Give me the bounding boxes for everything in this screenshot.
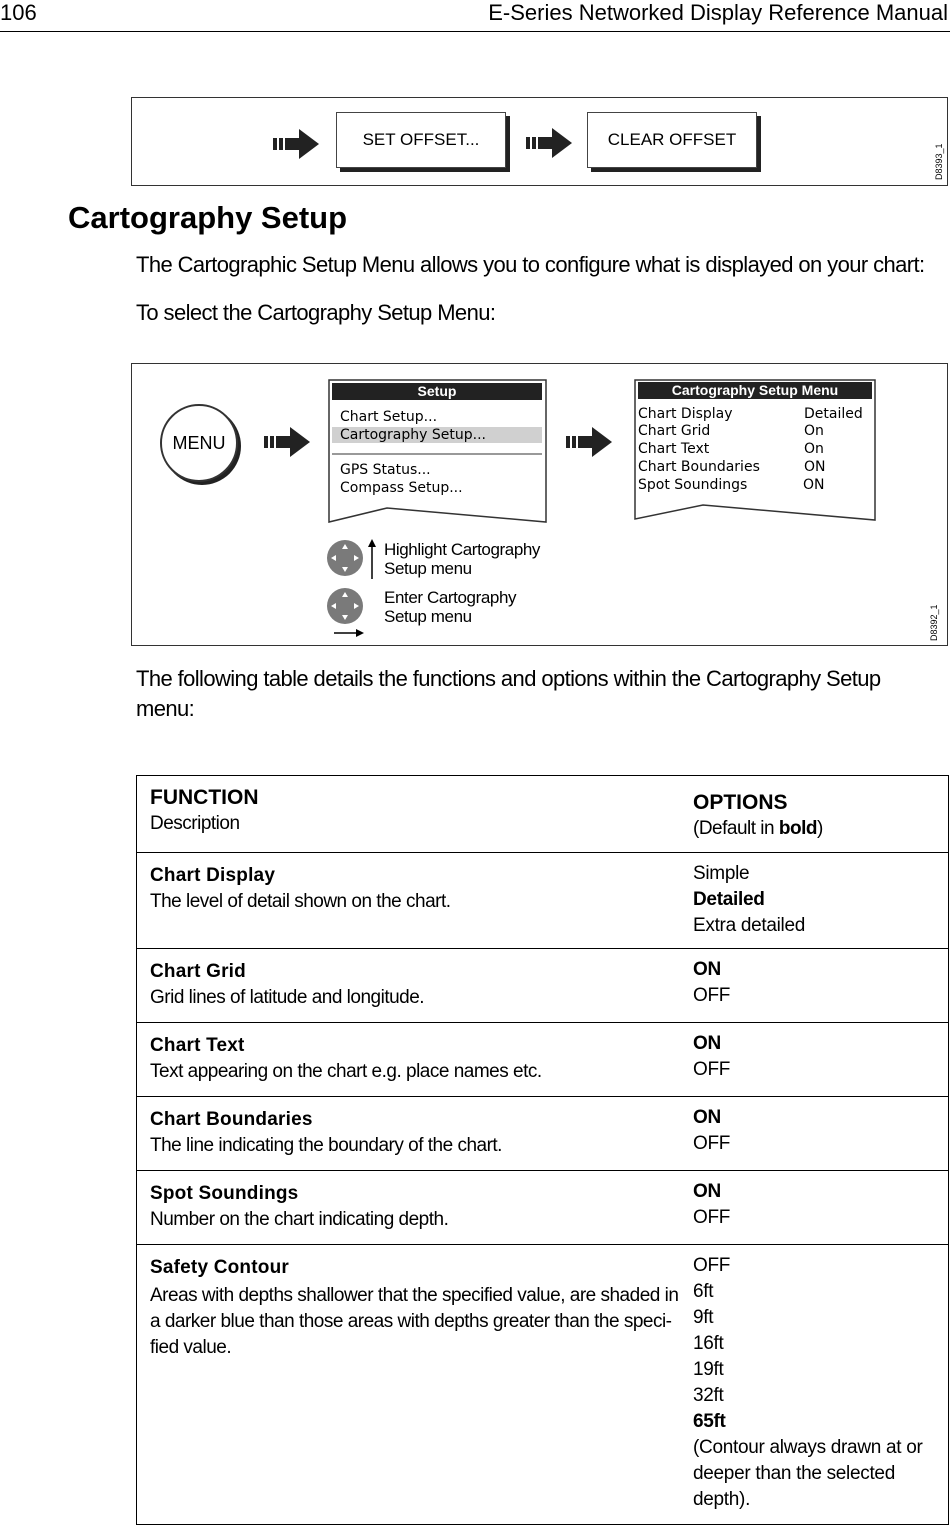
option-value-default: ON xyxy=(693,959,721,980)
option-value: OFF xyxy=(693,985,731,1006)
carto-row-value: On xyxy=(804,423,824,439)
function-name: Chart Display xyxy=(150,865,276,886)
table-intro-line-1: The following table details the functions and options within the Cartography Setup xyxy=(136,666,881,691)
carto-row-name[interactable]: Chart Display xyxy=(638,406,733,422)
function-header: FUNCTION xyxy=(150,786,259,809)
carto-row-value: Detailed xyxy=(804,406,863,422)
setup-menu-screen xyxy=(328,379,548,527)
menu-item-chart-setup[interactable]: Chart Setup... xyxy=(340,409,438,425)
arrow-right-icon xyxy=(273,129,321,159)
menu-item-compass-setup[interactable]: Compass Setup... xyxy=(340,480,463,496)
option-value: 19ft xyxy=(693,1359,724,1380)
function-description: Grid lines of latitude and longitude. xyxy=(150,987,425,1008)
option-value-default: ON xyxy=(693,1181,721,1202)
carto-row-value: On xyxy=(804,441,824,457)
clear-offset-button[interactable]: CLEAR OFFSET xyxy=(587,112,757,168)
figure-id: D8392_1 xyxy=(929,604,939,641)
option-value: OFF xyxy=(693,1255,731,1276)
arrow-right-icon xyxy=(566,427,614,457)
option-value: Extra detailed xyxy=(693,915,805,936)
options-header: OPTIONS xyxy=(693,791,788,814)
carto-row-name[interactable]: Chart Grid xyxy=(638,423,711,439)
table-header-row xyxy=(137,776,949,853)
function-name: Spot Soundings xyxy=(150,1183,299,1204)
option-note-line: (Contour always drawn at or xyxy=(693,1437,923,1458)
option-value-default: Detailed xyxy=(693,889,765,910)
function-name: Safety Contour xyxy=(150,1257,289,1278)
table-row xyxy=(137,1171,949,1245)
table-row xyxy=(137,949,949,1023)
manual-title: E-Series Networked Display Reference Manual xyxy=(488,0,948,25)
trackpad-icon xyxy=(327,540,363,576)
header-divider xyxy=(0,31,950,32)
description-line: a darker blue than those areas with depths greater than the speci- xyxy=(150,1311,672,1332)
step-enter-line-1: Enter Cartography xyxy=(384,588,517,607)
cartography-menu-title: Cartography Setup Menu xyxy=(638,382,872,399)
menu-item-gps-status[interactable]: GPS Status... xyxy=(340,462,431,478)
page-number: 106 xyxy=(0,0,37,25)
arrow-right-icon xyxy=(264,427,312,457)
option-value: 16ft xyxy=(693,1333,724,1354)
table-row xyxy=(137,1023,949,1097)
table-row xyxy=(137,853,949,949)
figure-id: D8393_1 xyxy=(934,143,944,180)
step-highlight-caption xyxy=(384,540,540,578)
carto-row-value: ON xyxy=(804,459,826,475)
default-note-bold: bold xyxy=(778,818,817,839)
select-instruction: To select the Cartography Setup Menu: xyxy=(136,300,496,325)
offset-figure xyxy=(131,97,948,186)
function-name: Chart Text xyxy=(150,1035,245,1056)
carto-row-name[interactable]: Spot Soundings xyxy=(638,477,748,493)
option-note-line: depth). xyxy=(693,1489,751,1510)
step-highlight-line-1: Highlight Cartography xyxy=(384,540,541,559)
table-intro xyxy=(136,664,881,724)
option-value: OFF xyxy=(693,1133,731,1154)
setup-menu-title: Setup xyxy=(332,383,542,400)
cartography-setup-figure xyxy=(131,363,948,646)
description-line: Areas with depths shallower that the specified value, are shaded in xyxy=(150,1285,679,1306)
carto-row-name[interactable]: Chart Text xyxy=(638,441,710,457)
default-note-suffix: ) xyxy=(816,818,823,839)
description-header: Description xyxy=(150,813,240,834)
step-enter-caption xyxy=(384,588,516,626)
table-intro-line-2: menu: xyxy=(136,696,195,721)
section-title: Cartography Setup xyxy=(68,200,348,235)
option-note-line: deeper than the selected xyxy=(693,1463,895,1484)
trackpad-icon xyxy=(327,588,363,624)
default-note-prefix: (Default in xyxy=(693,818,779,839)
function-description: Text appearing on the chart e.g. place names etc. xyxy=(150,1061,542,1082)
description-line: fied value. xyxy=(150,1337,232,1358)
step-enter-line-2: Setup menu xyxy=(384,607,472,626)
menu-item-cartography-setup[interactable]: Cartography Setup... xyxy=(332,427,542,443)
function-description: The level of detail shown on the chart. xyxy=(150,891,451,912)
arrow-right-icon xyxy=(526,128,574,158)
carto-row-value: ON xyxy=(803,477,825,493)
set-offset-button[interactable]: SET OFFSET... xyxy=(336,112,506,168)
option-value-default: ON xyxy=(693,1107,721,1128)
option-value: 32ft xyxy=(693,1385,724,1406)
arrow-right-thin-icon xyxy=(334,628,364,638)
option-value-default: ON xyxy=(693,1033,721,1054)
menu-button[interactable]: MENU xyxy=(160,404,238,482)
default-note xyxy=(693,818,948,840)
table-row xyxy=(137,1097,949,1171)
carto-row-name[interactable]: Chart Boundaries xyxy=(638,459,760,475)
option-value: 9ft xyxy=(693,1307,714,1328)
option-value-default: 65ft xyxy=(693,1411,726,1432)
table-row xyxy=(137,1245,949,1525)
step-highlight-line-2: Setup menu xyxy=(384,559,472,578)
option-value: OFF xyxy=(693,1059,731,1080)
intro-text: The Cartographic Setup Menu allows you to configure what is displayed on your chart: xyxy=(136,252,925,277)
function-description: The line indicating the boundary of the chart. xyxy=(150,1135,502,1156)
option-value: Simple xyxy=(693,863,750,884)
option-value: OFF xyxy=(693,1207,731,1228)
function-description: Number on the chart indicating depth. xyxy=(150,1209,449,1230)
cartography-function-table xyxy=(136,775,949,1525)
option-value: 6ft xyxy=(693,1281,714,1302)
function-description xyxy=(150,1283,680,1361)
arrow-up-icon xyxy=(367,539,377,579)
function-name: Chart Grid xyxy=(150,961,246,982)
function-name: Chart Boundaries xyxy=(150,1109,313,1130)
